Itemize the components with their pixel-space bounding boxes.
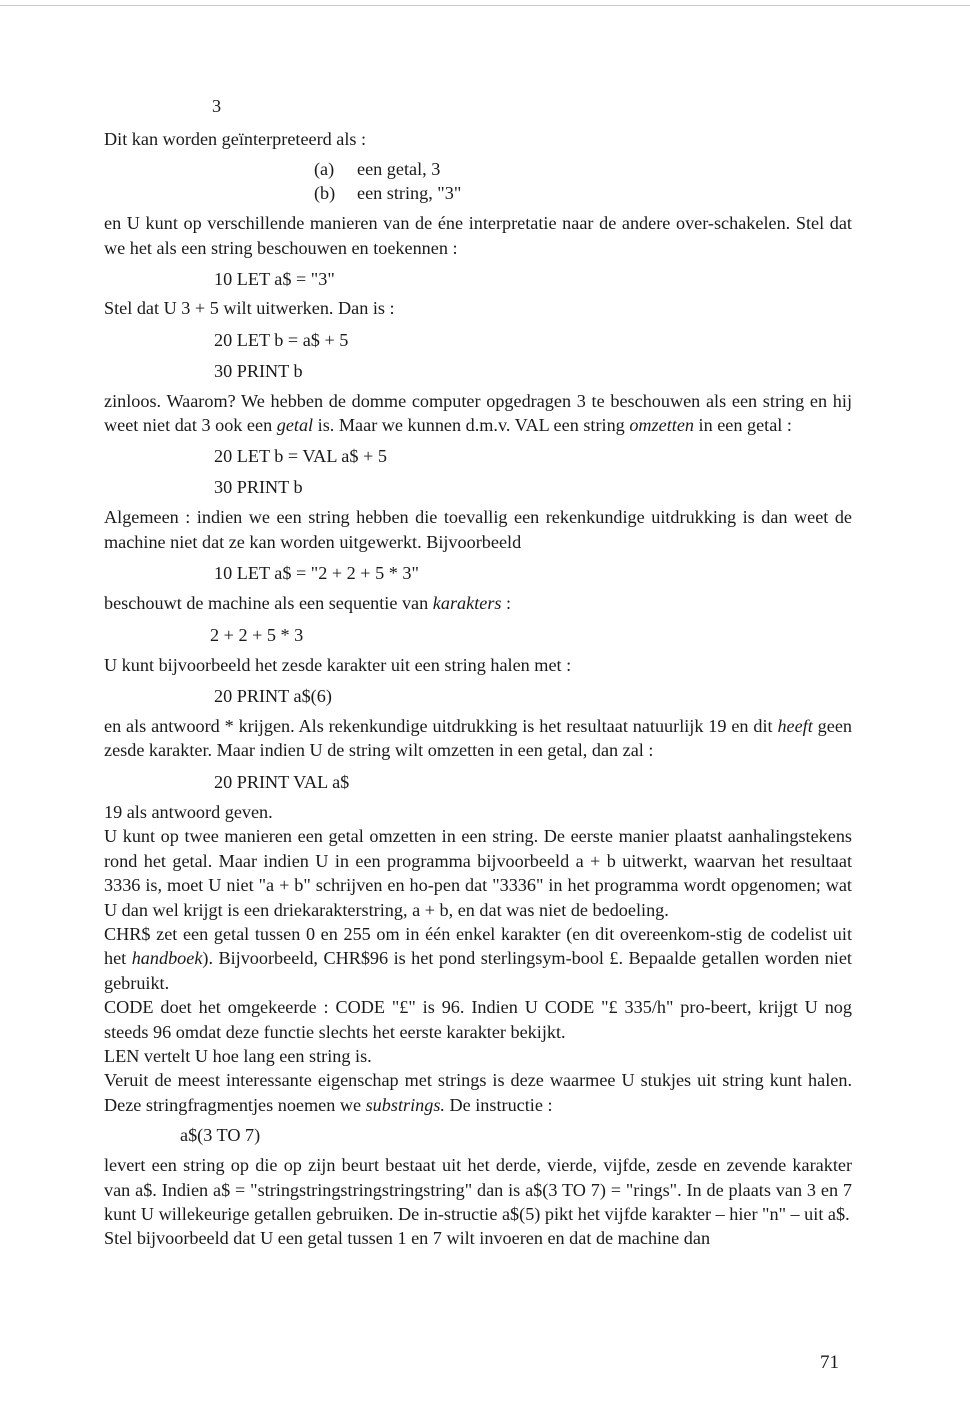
code-line-7: 20 PRINT VAL a$ xyxy=(214,771,350,792)
paragraph-12: LEN vertelt U hoe lang een string is. xyxy=(104,1045,372,1066)
paragraph-5: beschouwt de machine als een sequentie van karakters : xyxy=(104,593,512,614)
paragraph-10: CHR$ zet een getal tussen 0 en 255 om in één enkel karakter (en dit overeenkom-stig de codelist uit het handboek). Bijvoorbeeld, CHR$96 is het pond sterlingsym-bool £. Bepaalde getallen worden niet gebruikt. xyxy=(104,923,852,993)
code-line-6: 20 PRINT a$(6) xyxy=(214,686,332,707)
page-number: 71 xyxy=(820,1352,839,1373)
paragraph-4: Algemeen : indien we een string hebben die toevallig een rekenkundige uitdrukking is dan weet de machine niet dat ze kan worden uitgewerkt. Bijvoorbeeld xyxy=(104,507,852,552)
paragraph-13: Veruit de meest interessante eigenschap met strings is deze waarmee U stukjes uit string kunt halen. Deze stringfragmentjes noemen we substrings. De instructie : xyxy=(104,1070,852,1115)
code-line-3b: 30 PRINT b xyxy=(214,477,303,498)
expression-line: 2 + 2 + 5 * 3 xyxy=(210,624,304,645)
list-item-b: (b) een string, "3" xyxy=(314,183,462,204)
scan-edge-line xyxy=(0,5,970,6)
paragraph-11: CODE doet het omgekeerde : CODE "£" is 96. Indien U CODE "£ 335/h" pro-beert, krijgt U nog steeds 96 omdat deze functie slechts het eerste karakter bekijkt. xyxy=(104,997,852,1042)
paragraph-8: 19 als antwoord geven. xyxy=(104,801,273,822)
example-number: 3 xyxy=(212,96,222,116)
substring-example: a$(3 TO 7) xyxy=(180,1125,261,1146)
intro-paragraph: Dit kan worden geïnterpreteerd als : xyxy=(104,129,367,149)
paragraph-14: levert een string op die op zijn beurt bestaat uit het derde, vierde, vijfde, zesde en zevende karakter van a$. Indien a$ = "stringstringstringstringstring" dan is a$(3 TO 7) = "rings". In de plaats van 3 en 7 kunt U willekeurige getallen gebruiken. De in-structie a$(5) pikt het vijfde karakter – hier "n" – uit a$. xyxy=(104,1155,852,1224)
code-line-3a: 20 LET b = VAL a$ + 5 xyxy=(214,446,387,467)
paragraph-7: en als antwoord * krijgen. Als rekenkundige uitdrukking is het resultaat natuurlijk 19 en dit heeft geen zesde karakter. Maar indien U de string wilt omzetten in een getal, dan zal : xyxy=(104,716,852,761)
paragraph-1: en U kunt op verschillende manieren van de éne interpretatie naar de andere over-schakelen. Stel dat we het als een string beschouwen en toekennen : xyxy=(104,213,852,258)
page-body xyxy=(104,127,852,1251)
paragraph-9: U kunt op twee manieren een getal omzetten in een string. De eerste manier plaatst aanhalingstekens rond het getal. Maar indien U in een programma bijvoorbeeld a + b uitwerkt, waarvan het resultaat 3336 is, moet U niet "a + b" schrijven en ho-pen dat "3336" in het programma wordt opgenomen; wat U dan wel krijgt is een driekarakterstring, a + b, en dat was niet de bedoeling. xyxy=(104,826,852,920)
code-line-4: 10 LET a$ = "2 + 2 + 5 * 3" xyxy=(214,563,419,584)
code-line-2b: 30 PRINT b xyxy=(214,360,303,381)
list-item-a: (a) een getal, 3 xyxy=(314,159,441,180)
paragraph-2: Stel dat U 3 + 5 wilt uitwerken. Dan is : xyxy=(104,298,395,319)
paragraph-15: Stel bijvoorbeeld dat U een getal tussen 1 en 7 wilt invoeren en dat de machine dan xyxy=(104,1228,711,1249)
paragraph-6: U kunt bijvoorbeeld het zesde karakter uit een string halen met : xyxy=(104,654,572,675)
paragraph-3: zinloos. Waarom? We hebben de domme computer opgedragen 3 te beschouwen als een string en hij weet niet dat 3 ook een getal is. Maar we kunnen d.m.v. VAL een string omzetten in een getal : xyxy=(104,390,852,436)
code-line-2a: 20 LET b = a$ + 5 xyxy=(214,329,349,350)
code-line-1: 10 LET a$ = "3" xyxy=(214,269,335,290)
